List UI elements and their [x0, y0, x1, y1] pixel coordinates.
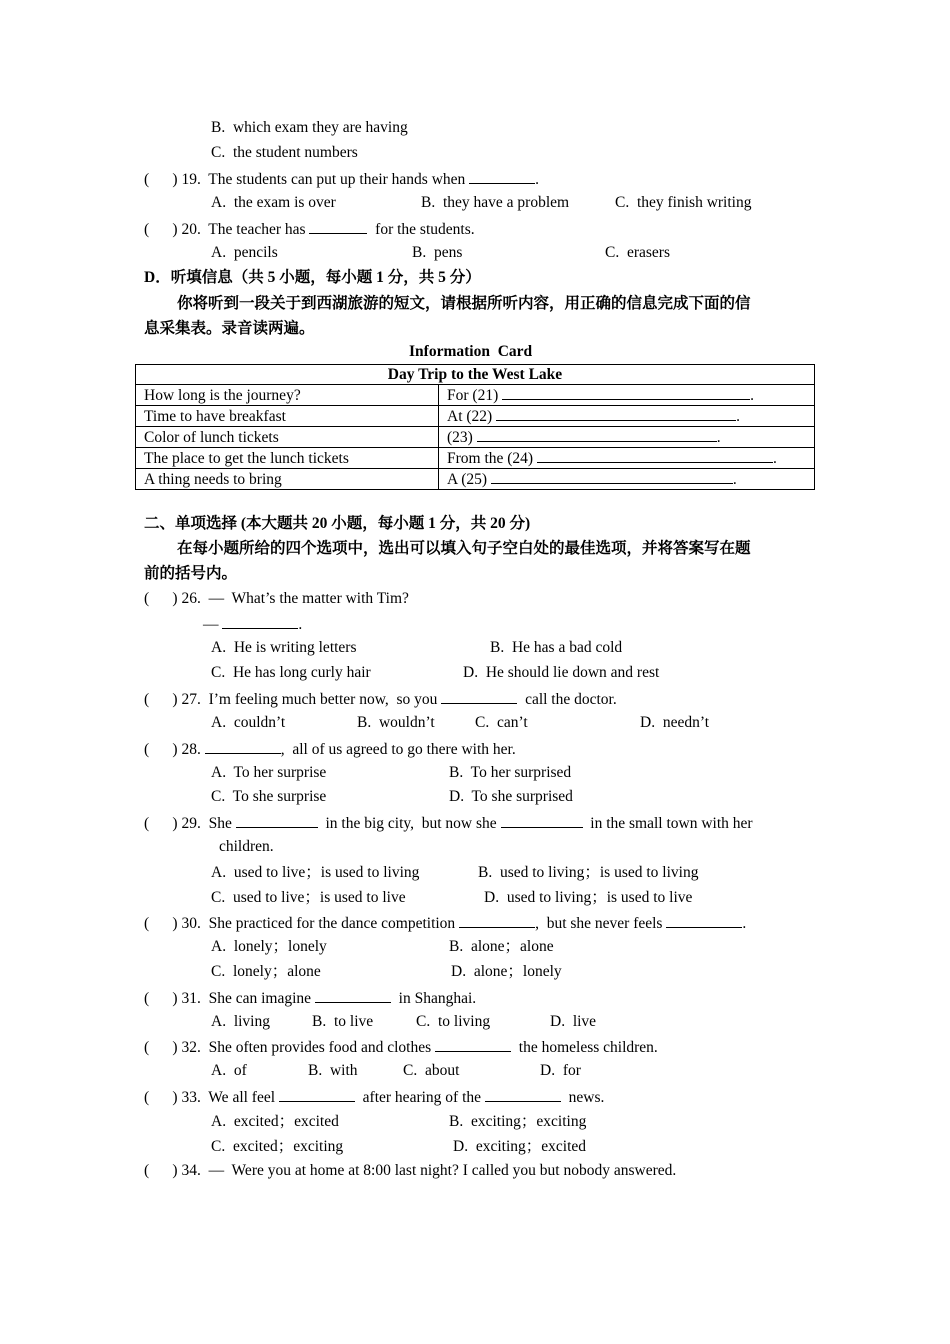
question-29: ( ) 29. She in the big city, but now she in the small town with her [144, 815, 753, 832]
q19-option-b: B. they have a problem [421, 194, 570, 211]
q29-option-c: C. used to live；is used to live [211, 889, 406, 906]
answer-blank [309, 219, 367, 234]
q33-option-d: D. exciting；excited [453, 1138, 586, 1155]
card-header: Day Trip to the West Lake [136, 365, 815, 385]
q20-option-a: A. pencils [211, 244, 278, 261]
q27-option-c: C. can’t [475, 714, 528, 731]
q19-option-a: A. the exam is over [211, 194, 336, 211]
table-row [136, 427, 815, 448]
section-d-instruction: 你将听到一段关于到西湖旅游的短文，请根据所听内容，用正确的信息完成下面的信 [177, 295, 751, 312]
answer-blank [279, 1087, 355, 1102]
q26-option-a: A. He is writing letters [211, 639, 357, 656]
row-answer: (23) . [439, 427, 815, 448]
answer-paren[interactable]: ( ) [144, 590, 178, 607]
q33-option-a: A. excited；excited [211, 1113, 339, 1130]
q20-option-b: B. pens [412, 244, 463, 261]
q29-continuation: children. [219, 838, 274, 855]
q33-option-c: C. excited；exciting [211, 1138, 344, 1155]
fill-blank-21[interactable] [502, 385, 750, 400]
answer-blank [469, 169, 535, 184]
question-30: ( ) 30. She practiced for the dance competition , but she never feels . [144, 915, 747, 932]
answer-paren[interactable]: ( ) [144, 691, 178, 708]
q31-option-d: D. live [550, 1013, 597, 1030]
q28-option-d: D. To she surprised [449, 788, 573, 805]
answer-paren[interactable]: ( ) [144, 1162, 178, 1179]
q26-option-d: D. He should lie down and rest [463, 664, 660, 681]
q27-option-d: D. needn’t [640, 714, 710, 731]
question-32: ( ) 32. She often provides food and clothes the homeless children. [144, 1039, 658, 1056]
row-answer: A (25) . [439, 469, 815, 490]
question-20: ( ) 20. The teacher has for the students. [144, 221, 475, 238]
card-title: Information Card [409, 343, 533, 360]
q33-option-b: B. exciting；exciting [449, 1113, 587, 1130]
table-row [136, 469, 815, 490]
answer-paren[interactable]: ( ) [144, 741, 178, 758]
answer-blank [315, 988, 391, 1003]
row-label: The place to get the lunch tickets [136, 448, 439, 469]
answer-blank [205, 739, 281, 754]
answer-paren[interactable]: ( ) [144, 990, 178, 1007]
fill-blank-25[interactable] [491, 469, 733, 484]
question-19: ( ) 19. The students can put up their hands when . [144, 171, 540, 188]
q32-option-d: D. for [540, 1062, 581, 1079]
question-31: ( ) 31. She can imagine in Shanghai. [144, 990, 477, 1007]
answer-blank [459, 913, 535, 928]
answer-blank [666, 913, 742, 928]
q26-reply: — . [203, 616, 303, 633]
row-answer: From the (24) . [439, 448, 815, 469]
q30-option-a: A. lonely；lonely [211, 938, 327, 955]
answer-blank [435, 1037, 511, 1052]
question-27: ( ) 27. I’m feeling much better now, so you call the doctor. [144, 691, 617, 708]
q18-option-b: B. which exam they are having [211, 119, 408, 136]
question-33: ( ) 33. We all feel after hearing of the news. [144, 1089, 605, 1106]
question-26: ( ) 26. — What’s the matter with Tim? [144, 590, 409, 607]
table-row [136, 385, 815, 406]
row-answer: At (22) . [439, 406, 815, 427]
answer-paren[interactable]: ( ) [144, 1089, 178, 1106]
question-34: ( ) 34. — Were you at home at 8:00 last night? I called you but nobody answered. [144, 1162, 677, 1179]
section-d-instruction-cont: 息采集表。录音读两遍。 [144, 320, 315, 337]
answer-paren[interactable]: ( ) [144, 815, 178, 832]
answer-paren[interactable]: ( ) [144, 915, 178, 932]
q31-option-b: B. to live [312, 1013, 374, 1030]
q29-option-b: B. used to living；is used to living [478, 864, 699, 881]
answer-paren[interactable]: ( ) [144, 171, 178, 188]
section-2-instruction-cont: 前的括号内。 [144, 565, 238, 582]
question-28: ( ) 28. , all of us agreed to go there with her. [144, 741, 516, 758]
q19-option-c: C. they finish writing [615, 194, 752, 211]
q26-option-b: B. He has a bad cold [490, 639, 623, 656]
row-label: Color of lunch tickets [136, 427, 439, 448]
q30-option-b: B. alone；alone [449, 938, 554, 955]
q30-option-d: D. alone；lonely [451, 963, 562, 980]
q28-option-b: B. To her surprised [449, 764, 572, 781]
section-2-instruction: 在每小题所给的四个选项中，选出可以填入句子空白处的最佳选项，并将答案写在题 [177, 540, 751, 557]
row-label: A thing needs to bring [136, 469, 439, 490]
q30-option-c: C. lonely；alone [211, 963, 321, 980]
row-label: How long is the journey? [136, 385, 439, 406]
fill-blank-24[interactable] [537, 448, 773, 463]
q31-option-a: A. living [211, 1013, 270, 1030]
q18-option-c: C. the student numbers [211, 144, 358, 161]
q20-option-c: C. erasers [605, 244, 670, 261]
row-answer: For (21) . [439, 385, 815, 406]
answer-blank [236, 813, 318, 828]
q27-option-a: A. couldn’t [211, 714, 286, 731]
q32-option-b: B. with [308, 1062, 358, 1079]
answer-blank [441, 689, 517, 704]
section-d-title: D．听填信息（共 5 小题，每小题 1 分，共 5 分） [144, 269, 481, 286]
answer-paren[interactable]: ( ) [144, 221, 178, 238]
answer-blank [485, 1087, 561, 1102]
q28-option-a: A. To her surprise [211, 764, 327, 781]
fill-blank-23[interactable] [477, 427, 717, 442]
row-label: Time to have breakfast [136, 406, 439, 427]
answer-blank [501, 813, 583, 828]
q31-option-c: C. to living [416, 1013, 491, 1030]
q32-option-a: A. of [211, 1062, 247, 1079]
table-row [136, 448, 815, 469]
q29-option-a: A. used to live；is used to living [211, 864, 420, 881]
information-card-table [135, 364, 815, 490]
q29-option-d: D. used to living；is used to live [484, 889, 693, 906]
q26-option-c: C. He has long curly hair [211, 664, 371, 681]
q28-option-c: C. To she surprise [211, 788, 327, 805]
answer-paren[interactable]: ( ) [144, 1039, 178, 1056]
section-2-title: 二、单项选择 (本大题共 20 小题，每小题 1 分，共 20 分) [144, 515, 531, 532]
fill-blank-22[interactable] [496, 406, 736, 421]
q27-option-b: B. wouldn’t [357, 714, 435, 731]
q32-option-c: C. about [403, 1062, 460, 1079]
answer-blank [222, 614, 298, 629]
table-row [136, 406, 815, 427]
